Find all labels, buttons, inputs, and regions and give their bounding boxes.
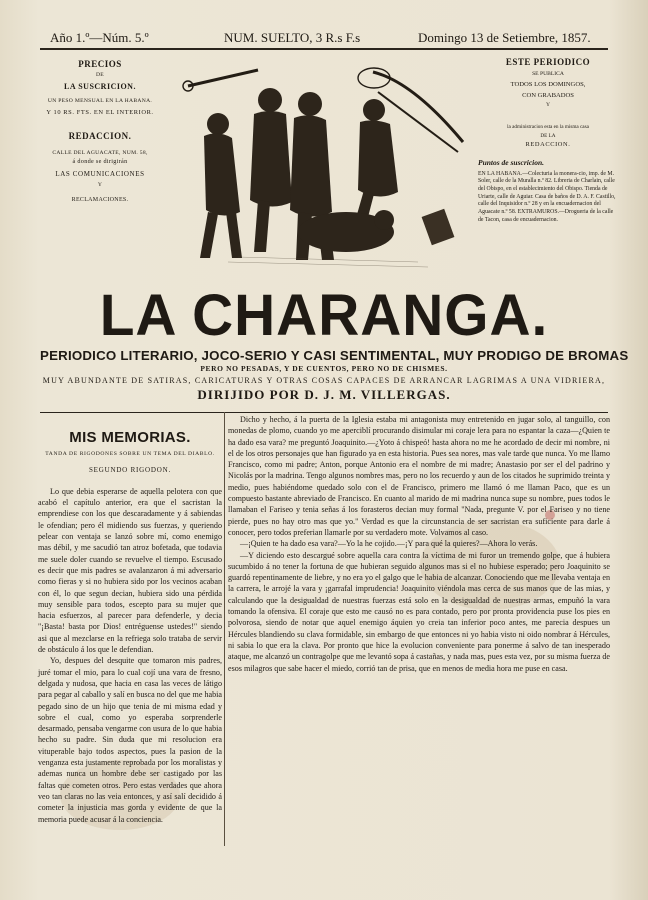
newspaper-subtitle: PERIODICO LITERARIO, JOCO-SERIO Y CASI SENTIMENTAL, MUY PRODIGO DE BROMAS [40, 348, 629, 363]
reclamaciones-text: RECLAMACIONES. [71, 196, 129, 203]
y-text: Y [97, 182, 103, 189]
masthead-rule [40, 412, 608, 413]
comunicaciones-text: LAS COMUNICACIONES [55, 169, 145, 178]
article-section: SEGUNDO RIGODON. [88, 465, 172, 474]
paragraph: —Y diciendo esto descargué sobre aquella cara contra la víctima de mi furor un tremendo golpe, que á hubiera sucumbido á no tener la fortuna de que hubieran seguido algunos mas si el no hubiese esperado; pero Joaquinito se guardó repentinamente de liebre, y no era yo el galgo que le habia de alcanzar. Conociendo que me llevaba ventaja en la carrera, le arrojé la vara y ¡garrafal imprudencia! Joaquinito viéndola mas cerca de sus manos que de las mias, y calculando que la desigualdad de nuestras fuerzas está solo en la desigualdad de nuestras armas, empuñó la vara tomando la ofensiva. El coraje que esto me causó no es para contado, pero por pronta providencia puse los pies en polvorosa, siendo de notar que aquel enemigo áquien yo creia tan inferior poco antes, me parecia despues un Hércules blandiendo su clava formidable, sin embargo de que entonces ni yo habia visto ni oido nombrar á Hércules, ni sabia lo que era la clava. Por pronto que hice la evolucion conveniente para ponerme á salvo de tan inesperado ataque, me alcanzó un contragolpe que me levantó sopa á castañas, y nada mas, pues esta vez, por su misma fuerza de esos milagros que sabe hacer el miedo, corrió tan de prisa, que en menos de media hora me puse en casa. [228, 550, 610, 673]
issue-date: Domingo 13 de Setiembre, 1857. [418, 30, 591, 45]
musician-figure-1 [200, 113, 242, 258]
price-habana: UN PESO MENSUAL EN LA HABANA. [47, 98, 153, 105]
adonde-text: á donde se dirigirán [72, 158, 128, 166]
redaccion-address: CALLE DEL AGUACATE, NUM. 58, [52, 149, 148, 156]
drum-drawing [422, 209, 455, 245]
administracion-text: la administracion esta en la misma casa [507, 124, 589, 131]
redaccion-right-text: REDACCION. [525, 141, 571, 149]
periodico-heading: ESTE PERIODICO [505, 57, 591, 67]
redaccion-heading: REDACCION. [68, 130, 132, 141]
paragraph: —¡Quien te ha dado esa vara?—Yo la he cojido.—¡Y para qué la quieres?—Ahora lo verás. [240, 539, 538, 549]
precios-heading: PRECIOS [78, 59, 122, 69]
paragraph: Lo que debia esperarse de aquella pelotera con que acabó el capítulo anterior, era que el sacristan la emprendiese con los que descaradamente y á sabiendas le ofendian; pero él midiendo sus fuerzas, y queriendo pelear con ventaja se lanzó sobre mí, como enemigo mas débil, y me sacudió tan atroz bofetada, que todavia me suele doler cuando se revuelve el tiempo. Escusado es decir que mis padres se avalanzaron á mi adversario como fieras y si no hubiera sido por los vecinos acaban con él, lo que segun decian, hubiera sido una pérdida muy sensible para todos, escepto para su mujer que hacia esfuerzos, al parecer para defenderle, y decia "¡Basta! basta por Dios! entréguense ustedes!" siendo asi que al mezclarse en la refriega solo trataba de servir de obstáculo á los que le defendian. [38, 486, 222, 655]
newspaper-subtitle-3: MUY ABUNDANTE DE SATIRAS, CARICATURAS Y OTRAS COSAS CAPACES DE ARRANCAR LAGRIMAS A UNA VIDRIERA, [42, 376, 606, 385]
article-column-1 [38, 420, 222, 825]
price-interior: Y 10 RS. FTS. EN EL INTERIOR. [46, 109, 154, 117]
newspaper-title: LA CHARANGA. [99, 283, 549, 348]
issue-number: Año 1.º—Núm. 5.º [50, 30, 149, 45]
de-la-text: DE LA [540, 133, 556, 140]
band-illustration [178, 62, 470, 272]
clarinet-drawing [188, 70, 258, 86]
article-title: MIS MEMORIAS. [69, 429, 191, 446]
suscricion-heading: LA SUSCRICION. [64, 81, 136, 91]
periodicity-box [478, 56, 618, 224]
publica-text: SE PUBLICA [532, 71, 564, 78]
article-tagline: TANDA DE RIGODONES SOBRE UN TEMA DEL DIABLO. [45, 451, 215, 458]
issue-price: NUM. SUELTO, 3 R.s F.s [224, 30, 361, 45]
director-line: DIRIJIDO POR D. J. M. VILLERGAS. [197, 387, 451, 402]
domingos-text: TODOS LOS DOMINGOS, [510, 80, 586, 88]
masthead [40, 283, 629, 403]
de-text: DE [95, 72, 105, 79]
article-column-2 [228, 414, 610, 674]
grabados-text: CON GRABADOS [522, 91, 574, 99]
paragraph: Dicho y hecho, á la puerta de la Iglesia estaba mi antagonista muy entretenido en jugar solo, al tanguillo, con monedas de plomo, cuando yo me aperciblí procurando disimular mi coraje lera para no espantar la caza—¿Quien te ha dado esa vara? me preguntó Joaquinito.—¿Yoto á chispeó! hasta ahora no me he acordado de decir mi nombre, ni el de los otros personajes que han figurado ya en esta historia. Pues sea nores, mas vale tarde que nunca. Yo me llamo Francisco, como mi padre; Anton, porque Antonio era el nombre de mi madre; Anastasio por ser el del padrino y Nicolás por la madrina. Tengo algunos nombres mas, pero no los recuerdo y aun de los citados he suprimido treinta y medio, pues habiéndome quedado solo con el de Francisco, primero me llamó ó me llaman Paco, que es un compuesto bastante abreviado de Francisco. En cuanto al marido de mi madrina nunca supe su nombre, pues todos le llamaban el Fariseo y tenia señas á los forasteros decian muy formal "Nada, pregunte V. por el Fariseo y no tiene pierde, pues no hay otro mas que yo." Verdad es que la circunstancia de ser sacristan era suficiente para darle á conocer, pero todos preferian llamarle por su verdadero mote. Volvamos al caso. [228, 415, 610, 537]
puntos-heading: Puntos de suscricion. [478, 157, 545, 167]
subscription-box [38, 56, 162, 205]
paragraph: Yo, despues del desquite que tomaron mis padres, juré tomar el mio, para lo cual cojí una vara de fresno, delgada y nudosa, que hacia en casa las veces de látigo para pegar al caballo y salí en busca no del que me habia pegado sino de un hijo que tenia de mi misma edad y sobre el cual, como yo esperaba sorprenderle desarmado, pensaba vengarme con usura de lo que habia hecho su padre. Sin duda que mi resolucion era vituperable bajo todos aspectos, pues la pasion de la venganza esta justamente reprobada por los moralistas y ademas nunca un hombre debe ser castigado por las faltas que cometen otros. Pero estas verdades que ahora veo tan claras no las veia entonces, y así salí decidido á cometer la injusticia mas gorda y evidente de que la memoria puede acusar á la conciencia. [38, 656, 222, 824]
column-divider [224, 412, 225, 846]
newspaper-subtitle-2: PERO NO PESADAS, Y DE CUENTOS, PERO NO DE CHISMES. [200, 364, 448, 373]
y-right-text: Y [545, 102, 551, 109]
puntos-body: EN LA HABANA.—Colecturia la monera-cio, imp. de M. Soler, calle de la Muralla n.º 82. Libreria de Charlain, calle del Obispo, en el establecimiento del Obispo. Tienda de Uriarte, calle de Aguiar. Casa de baños de D. A. F. Castillo, calle del Inquisidor n.º 28 y en la encuadernacion del Aguacate n.º 58. EXTRAMUROS.—Drogueria de la calle de Tacon, casa de encuadernacion. [478, 170, 616, 223]
musician-figure-2 [250, 88, 292, 252]
header-rule [40, 48, 608, 50]
